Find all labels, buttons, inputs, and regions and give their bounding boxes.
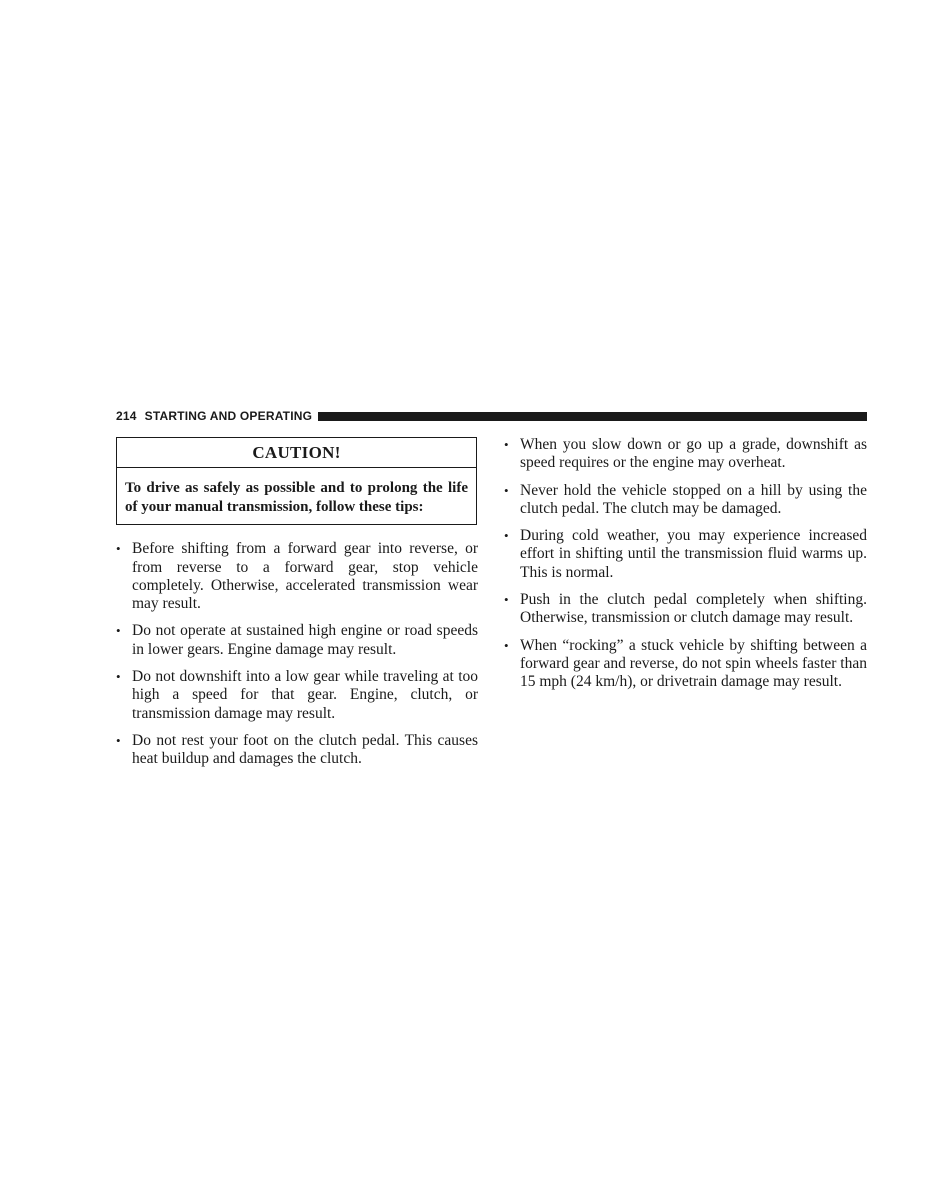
header-rule bbox=[318, 412, 867, 421]
right-tips-list bbox=[504, 436, 867, 692]
list-item bbox=[504, 482, 867, 519]
tip-text: Push in the clutch pedal completely when shifting. Otherwise, transmission or clutch damage may result. bbox=[520, 591, 867, 627]
bullet-icon: • bbox=[504, 592, 509, 608]
tip-text: Do not downshift into a low gear while traveling at too high a speed for that gear. Engine, clutch, or transmission damage may result. bbox=[132, 668, 478, 722]
caution-title: CAUTION! bbox=[117, 438, 476, 468]
right-column bbox=[504, 436, 867, 701]
tip-text: Do not operate at sustained high engine or road speeds in lower gears. Engine damage may result. bbox=[132, 622, 478, 658]
list-item bbox=[116, 668, 478, 723]
bullet-icon: • bbox=[504, 528, 509, 544]
section-title: STARTING AND OPERATING bbox=[144, 409, 313, 423]
tip-text: During cold weather, you may experience increased effort in shifting until the transmission fluid warms up. This is normal. bbox=[520, 527, 867, 581]
list-item bbox=[504, 527, 867, 582]
bullet-icon: • bbox=[504, 482, 509, 498]
list-item bbox=[504, 591, 867, 628]
page-number: 214 bbox=[116, 409, 137, 423]
bullet-icon: • bbox=[116, 541, 121, 557]
bullet-icon: • bbox=[116, 732, 121, 748]
tip-text: When you slow down or go up a grade, downshift as speed requires or the engine may overheat. bbox=[520, 436, 867, 472]
caution-body: To drive as safely as possible and to prolong the life of your manual transmission, follow these tips: bbox=[125, 480, 468, 515]
left-column bbox=[116, 437, 478, 778]
tip-text: Do not rest your foot on the clutch pedal. This causes heat buildup and damages the clutch. bbox=[132, 731, 478, 768]
left-tips-list bbox=[116, 540, 478, 768]
caution-box bbox=[116, 437, 477, 525]
bullet-icon: • bbox=[116, 623, 121, 639]
tip-text: Before shifting from a forward gear into reverse, or from reverse to a forward gear, stop vehicle completely. Otherwise, accelerated transmission wear may result. bbox=[132, 540, 478, 613]
bullet-icon: • bbox=[504, 437, 509, 452]
page-header bbox=[116, 409, 867, 423]
list-item bbox=[116, 540, 478, 613]
list-item bbox=[116, 622, 478, 659]
list-item bbox=[504, 637, 867, 692]
list-item bbox=[116, 732, 478, 769]
bullet-icon: • bbox=[116, 669, 121, 685]
tip-text: When “rocking” a stuck vehicle by shifting between a forward gear and reverse, do not spin wheels faster than 15 mph (24 km/h), or drivetrain damage may result. bbox=[520, 636, 867, 691]
list-item bbox=[504, 436, 867, 473]
tip-text: Never hold the vehicle stopped on a hill by using the clutch pedal. The clutch may be damaged. bbox=[520, 481, 867, 517]
bullet-icon: • bbox=[504, 637, 509, 653]
